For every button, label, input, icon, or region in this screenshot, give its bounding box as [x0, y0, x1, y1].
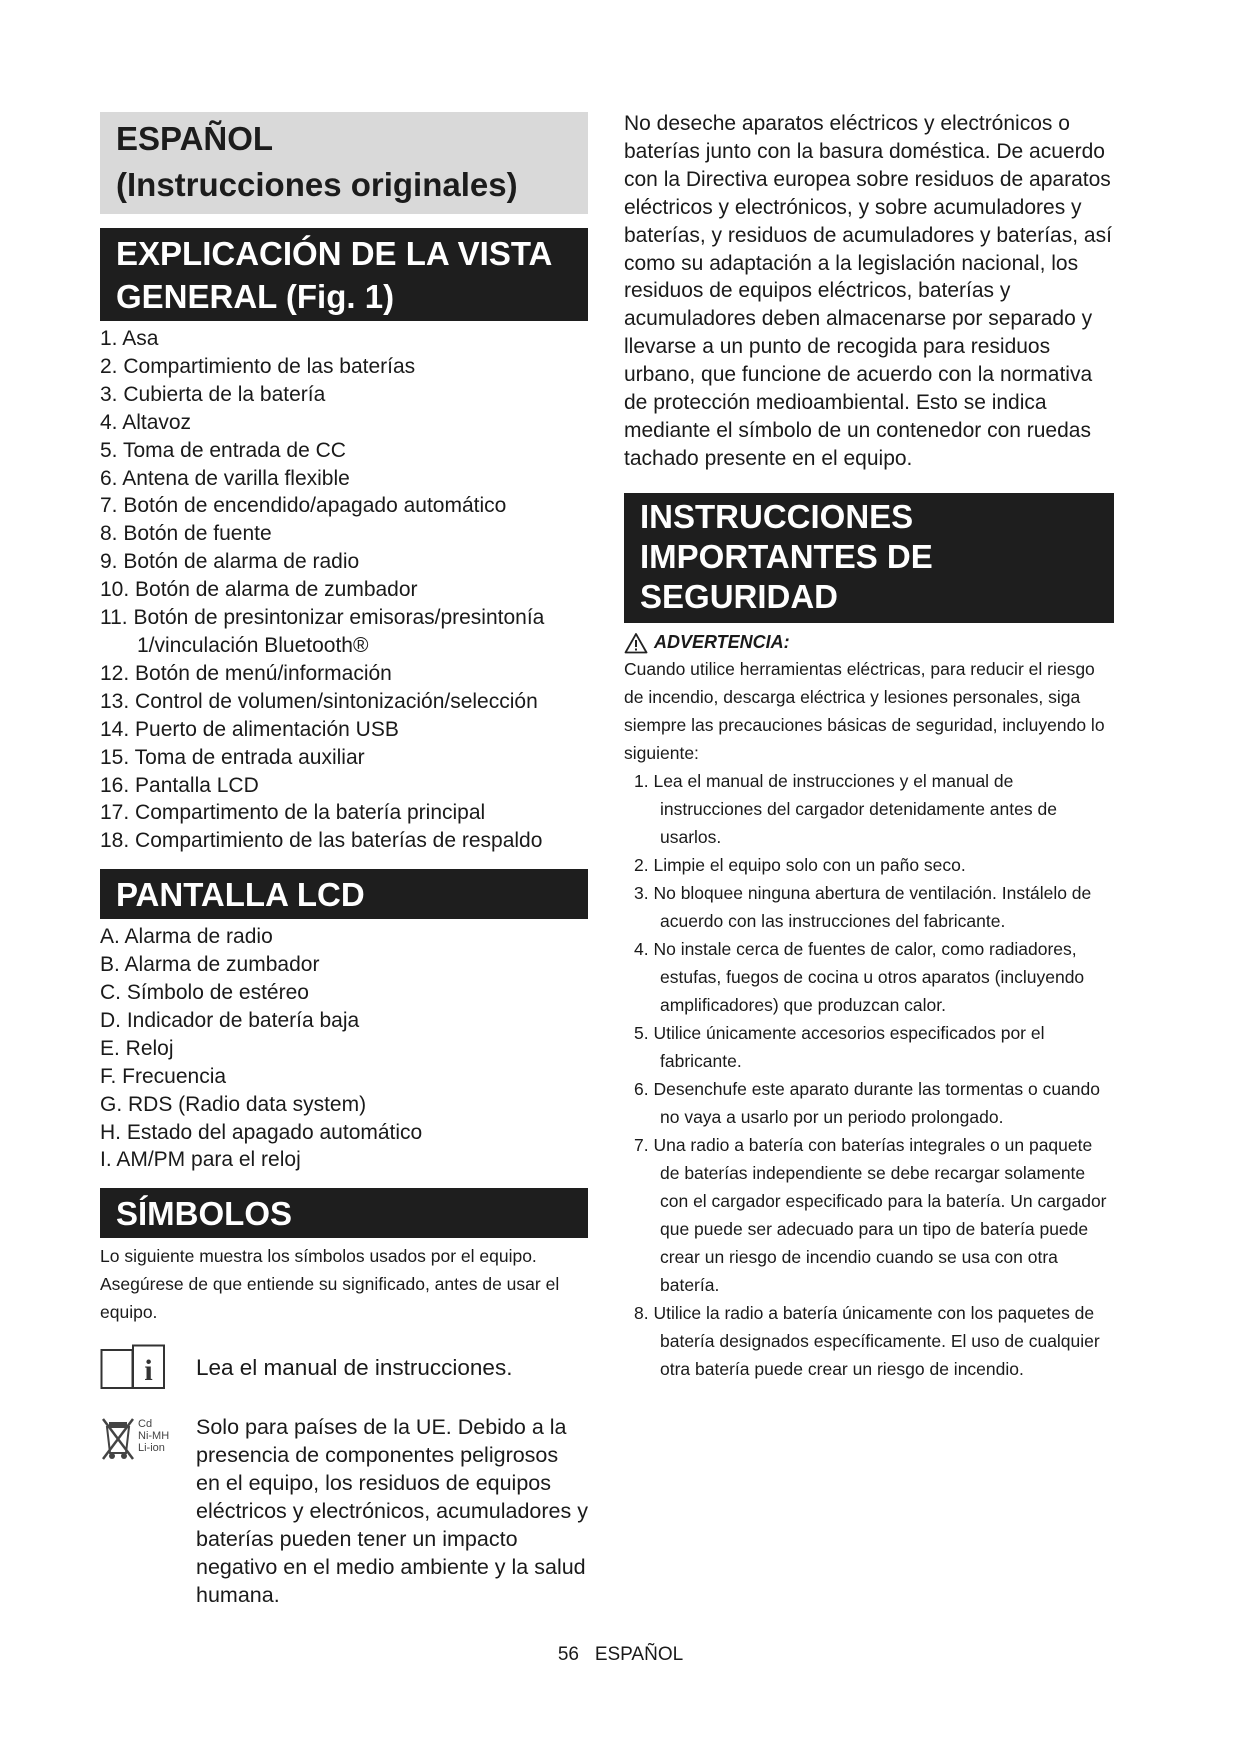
list-item: H. Estado del apagado automático — [100, 1120, 423, 1144]
battery-label-cd: Cd — [138, 1418, 153, 1431]
symbols-intro: Lo siguiente muestra los símbolos usados por el equipo. Asegúrese de que entiende su significado, antes de usar el equipo. — [100, 1246, 560, 1323]
lcd-heading: PANTALLA LCD — [100, 869, 588, 919]
symbol-weee-row — [100, 1413, 588, 1609]
page-title — [100, 112, 588, 214]
list-item: 14. Puerto de alimentación USB — [100, 717, 399, 741]
list-item: 13. Control de volumen/sintonización/selección — [100, 689, 538, 713]
overview-heading — [100, 228, 588, 321]
list-item: 8. Utilice la radio a batería únicamente con los paquetes de batería designados específicamente. El uso de cualquier otra batería puede crear un riesgo de incendio. — [634, 1302, 1100, 1379]
list-item: A. Alarma de radio — [100, 925, 273, 949]
list-item: D. Indicador de batería baja — [100, 1008, 360, 1032]
overview-list — [100, 325, 588, 855]
lcd-list — [100, 923, 588, 1174]
safety-heading-line1: INSTRUCCIONES — [640, 497, 914, 535]
list-item: 11. Botón de presintonizar emisoras/presintonía 1/vinculación Bluetooth® — [100, 606, 545, 657]
list-item: 5. Toma de entrada de CC — [100, 438, 346, 462]
overview-heading-line1: EXPLICACIÓN DE LA VISTA — [116, 235, 553, 272]
list-item: G. RDS (Radio data system) — [100, 1092, 367, 1116]
list-item: 6. Desenchufe este aparato durante las tormentas o cuando no vaya a usarlo por un periodo prolongado. — [634, 1078, 1100, 1127]
list-item: 10. Botón de alarma de zumbador — [100, 578, 418, 602]
safety-heading-line3: SEGURIDAD — [640, 577, 839, 615]
list-item: 9. Botón de alarma de radio — [100, 550, 360, 574]
battery-label-nimh: Ni-MH — [138, 1430, 170, 1443]
list-item: 15. Toma de entrada auxiliar — [100, 745, 365, 769]
safety-list — [624, 767, 1114, 1383]
list-item: 3. Cubierta de la batería — [100, 382, 326, 406]
crossed-bin-icon — [100, 1413, 196, 1468]
warning-label-row — [624, 631, 1114, 655]
warning-triangle-icon — [624, 632, 648, 654]
list-item: 3. No bloquee ninguna abertura de ventilación. Instálelo de acuerdo con las instrucciones del fabricante. — [634, 882, 1092, 931]
list-item: 18. Compartimiento de las baterías de respaldo — [100, 829, 543, 853]
list-item: 1. Lea el manual de instrucciones y el manual de instrucciones del cargador detenidamente antes de usarlos. — [634, 770, 1057, 847]
list-item: C. Símbolo de estéreo — [100, 981, 309, 1005]
right-column — [624, 112, 1114, 1383]
list-item: 17. Compartimento de la batería principal — [100, 801, 486, 825]
footer-language: ESPAÑOL — [594, 1644, 684, 1665]
list-item: 16. Pantalla LCD — [100, 773, 259, 797]
list-item: 6. Antena de varilla flexible — [100, 466, 350, 490]
list-item: F. Frecuencia — [100, 1064, 227, 1088]
list-item: 8. Botón de fuente — [100, 522, 272, 546]
page-footer — [0, 1644, 1241, 1666]
list-item: B. Alarma de zumbador — [100, 953, 320, 977]
warning-label: ADVERTENCIA: — [654, 632, 790, 653]
overview-heading-line2: GENERAL (Fig. 1) — [116, 278, 395, 315]
manual-book-icon — [100, 1344, 196, 1395]
list-item: 12. Botón de menú/información — [100, 661, 392, 685]
svg-text:i: i — [144, 1354, 153, 1388]
title-line2: (Instrucciones originales) — [116, 166, 518, 203]
safety-intro: Cuando utilice herramientas eléctricas, para reducir el riesgo de incendio, descarga eléctrica y lesiones personales, siga siempre las precauciones básicas de seguridad, incluyendo lo siguiente: — [624, 658, 1105, 763]
list-item: 2. Limpie el equipo solo con un paño seco. — [634, 854, 966, 875]
list-item: 5. Utilice únicamente accesorios especificados por el fabricante. — [634, 1022, 1045, 1071]
list-item: 1. Asa — [100, 327, 159, 350]
safety-heading — [624, 493, 1114, 623]
page-number: 56 — [557, 1644, 579, 1665]
disposal-text: No deseche aparatos eléctricos y electrónicos o baterías junto con la basura doméstica. De acuerdo con la Directiva europea sobre residuos de aparatos eléctricos y electrónicos, y sobre acumuladores y baterías, y residuos de acumuladores y baterías, así como su adaptación a la legislación nacional, los residuos de equipos eléctricos, baterías y acumuladores deben almacenarse por separado y llevarse a un punto de recogida para residuos urbano, que funcione de acuerdo con la normativa de protección medioambiental. Esto se indica mediante el símbolo de un contenedor con ruedas tachado presente en el equipo. — [624, 112, 1112, 470]
list-item: 4. No instale cerca de fuentes de calor, como radiadores, estufas, fuegos de cocina u otros aparatos (incluyendo amplificadores) que produzcan calor. — [634, 938, 1085, 1015]
list-item: 4. Altavoz — [100, 410, 192, 434]
symbols-heading: SÍMBOLOS — [100, 1188, 588, 1238]
safety-heading-line2: IMPORTANTES DE — [640, 537, 933, 575]
list-item: I. AM/PM para el reloj — [100, 1148, 301, 1172]
eu-text: Solo para países de la UE. Debido a la presencia de componentes peligrosos en el equipo, los residuos de equipos eléctricos y electrónicos, acumuladores y baterías pueden tener un impacto negativo en el medio ambiente y la salud humana. — [196, 1415, 588, 1608]
battery-label-liion: Li-ion — [138, 1442, 165, 1455]
list-item: 2. Compartimiento de las baterías — [100, 354, 416, 378]
symbol-manual-row — [100, 1344, 588, 1395]
title-line1: ESPAÑOL — [116, 120, 274, 157]
list-item: E. Reloj — [100, 1036, 174, 1060]
list-item: 7. Una radio a batería con baterías integrales o un paquete de baterías independiente se debe recargar solamente con el cargador especificado para la batería. Un cargador que puede ser adecuado para un tipo de batería puede crear un riesgo de incendio cuando se usa con otra batería. — [634, 1134, 1107, 1295]
list-item: 7. Botón de encendido/apagado automático — [100, 494, 507, 518]
manual-text: Lea el manual de instrucciones. — [196, 1355, 513, 1381]
left-column — [100, 112, 588, 1609]
